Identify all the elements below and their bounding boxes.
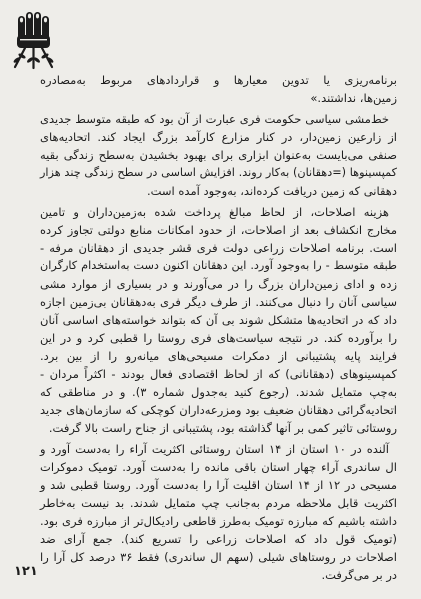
text-line: داشته باشیم که مبارزه تومیک به‌طرز قاطعی رادیکال‌تر از مبارزه فری بود.: [40, 514, 397, 528]
text-line: صنفی می‌بایست به‌عنوان ابزاری برای بهبود بخشیدن به‌سطح زندگی بقیه: [40, 148, 397, 162]
text-line: کمپسینوهای (دهقانانی) که از لحاظ اقتصادی فعال بودند - اکثراً مردان -: [40, 367, 397, 381]
page-body: [40, 71, 397, 584]
text-line: داد که در اتحادیه‌ها متشکل شوند بی آن که بتواند خواسته‌های اساسی آنان: [40, 313, 397, 327]
text-line: به‌چپ متمایل شدند. (رجوع کنید به‌جدول شماره ۳). و در مناطقی که: [40, 385, 397, 399]
page-number: ۱۲۱: [14, 564, 38, 579]
text-line: آلنده در ۱۰ استان از ۱۴ استان روستائی اکثریت آراء را به‌دست آورد و: [40, 442, 390, 456]
text-line: روستائی تاثیر کمی بر آنها گذاشته بود، پشتیبانی از جناح راست بالا گرفت.: [48, 421, 397, 435]
text-line: کمپسینوها (=دهقانان) به‌کار روند. افزایش اساسی در سطح زندگی چند هزار: [40, 166, 397, 179]
text-line: را برآورده کند. در نتیجه سیاست‌های فری روستا را قطبی کرد و در این: [40, 331, 397, 345]
text-line: طبقه متوسط - را به‌وجود آورد. این دهقانان اکنون دست به‌استخدام کارگران: [40, 259, 397, 272]
paragraph: [40, 110, 397, 200]
text-line: است. برنامه اصلاحات زراعی دولت فری قشر جدیدی از دهقانان مرفه -: [40, 241, 397, 255]
text-line: خط‌مشی سیاسی حکومت فری عبارت از آن بود که طبقه متوسط جدیدی: [40, 112, 389, 126]
text-line: زده و ادای زمین‌داران بزرگ را در می‌آورند و در بسیاری از موارد مشی: [40, 277, 397, 291]
text-line: اکثریت قابل ملاحظه مردم به‌جانب چپ متمایل شدند. بد نیست به‌خاطر: [40, 496, 397, 510]
text-line: برنامه‌ریزی یا تدوین معیارها و قراردادهای مربوط به‌مصادره: [40, 73, 397, 87]
paragraph: [40, 71, 397, 107]
text-line: هزینه اصلاحات، از لحاظ مبالغ پرداخت شده به‌زمین‌داران و تامین: [40, 205, 389, 219]
hand-emblem-icon: [8, 8, 58, 70]
text-line: ال ساندری آراء چهار استان باقی مانده را به‌دست آورد. تومیک دموکرات: [40, 460, 397, 474]
text-line: از زارعین زمین‌دار، در کنار مزارع کارآمد بزرگ ایجاد کند. اتحادیه‌های: [40, 130, 397, 144]
text-line: سیاسی آنان را دنبال می‌کنند. از طرف دیگر فری به‌دهقانان بی‌زمین اجازه: [40, 295, 397, 309]
paragraph: [40, 440, 397, 584]
text-line: در بر می‌گرفت.: [321, 568, 397, 582]
text-line: زمین‌ها، نداشتند.»: [310, 91, 397, 105]
text-line: اصلاحات در روستاهای شیلی (سهم ال ساندری) فقط ۳۶ درصد کل آرا را: [40, 550, 397, 564]
paragraph: [40, 203, 397, 437]
text-line: مسیحی در ۱۲ از ۱۴ استان اقلیت آرا را به‌دست آورد. روستا قطبی شد و: [40, 478, 397, 492]
text-line: فرایند پایه پشتیبانی از دمکرات مسیحی‌های میانه‌رو را از بین برد.: [40, 349, 397, 363]
text-line: (تومیک قول داد که اصلاحات زراعی را تسریع کند). جمع آرای ضد: [40, 532, 397, 546]
text-line: مخارج انکشاف بعد از اصلاحات، از حدود امکانات منابع دولتی تجاوز کرده: [40, 223, 397, 237]
text-line: اتحادیه‌گرائی دهقانان ضعیف بود ومزرعه‌داران کوچکی که سازمان‌های جدید: [40, 403, 397, 417]
text-line: دهقانی که زمین دریافت کرده‌اند، به‌وجود آمده است.: [146, 184, 397, 198]
